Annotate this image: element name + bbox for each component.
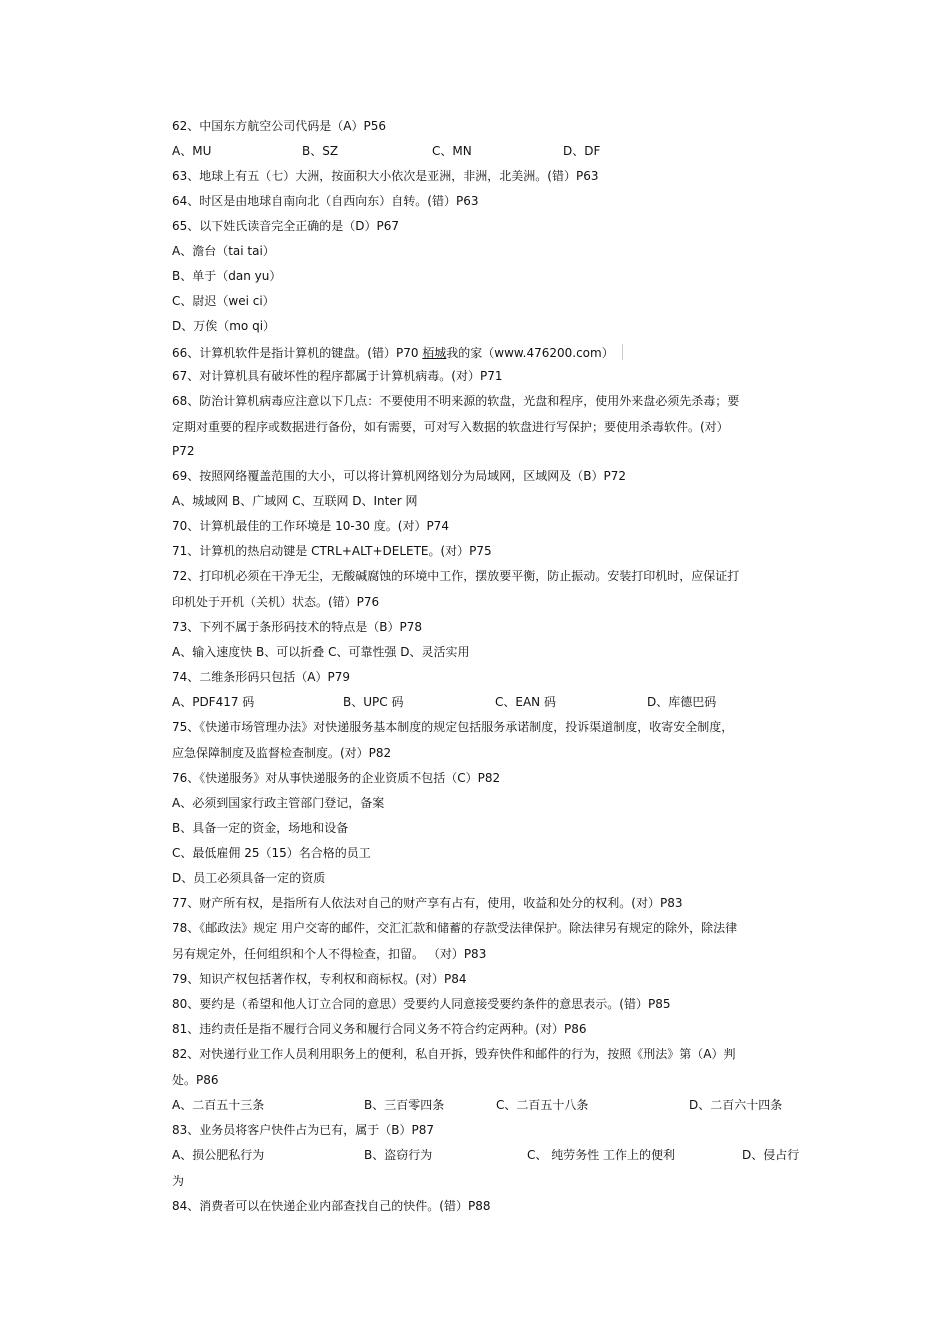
option-c: C、最低雇佣 25（15）名合格的员工 [172, 846, 371, 860]
option-d: D、DF [563, 144, 601, 158]
question-67: 67、对计算机具有破坏性的程序都属于计算机病毒。(对）P71 [172, 369, 503, 383]
option-b: B、盗窃行为 [364, 1148, 433, 1162]
option-d: D、库德巴码 [647, 695, 717, 709]
option-c: C、尉迟（wei ci） [172, 294, 275, 308]
question-78-line-2: 另有规定外，任何组织和个人不得检查，扣留。 （对）P83 [172, 947, 487, 961]
options-82 [172, 1098, 812, 1123]
option-a: A、PDF417 码 [172, 695, 255, 709]
question-62: 62、中国东方航空公司代码是（A）P56 [172, 119, 386, 133]
site-link[interactable]: 栢城 [422, 346, 447, 360]
question-76: 76、《快递服务》对从事快递服务的企业资质不包括（C）P82 [172, 771, 501, 785]
option-d-wrap: 为 [172, 1174, 185, 1188]
document-page [172, 119, 812, 1224]
question-78-line-1: 78、《邮政法》规定 用户交寄的邮件，交汇汇款和储蓄的存款受法律保护。除法律另有规定的除外，除法律 [172, 921, 738, 935]
question-70: 70、计算机最佳的工作环境是 10-30 度。(对）P74 [172, 519, 449, 533]
options-69: A、城域网 B、广域网 C、互联网 D、Inter 网 [172, 494, 418, 508]
question-83: 83、业务员将客户快件占为已有，属于（B）P87 [172, 1123, 435, 1137]
option-c: C、MN [432, 144, 472, 158]
options-74 [172, 695, 812, 720]
question-75-line-2: 应急保障制度及监督检查制度。(对）P82 [172, 746, 392, 760]
question-71: 71、计算机的热启动键是 CTRL+ALT+DELETE。(对）P75 [172, 544, 492, 558]
question-79: 79、知识产权包括著作权，专利权和商标权。(对）P84 [172, 972, 467, 986]
option-b: B、SZ [302, 144, 339, 158]
option-d: D、侵占行 [742, 1148, 800, 1162]
question-74: 74、二维条形码只包括（A）P79 [172, 670, 350, 684]
question-75-line-1: 75、《快递市场管理办法》对快递服务基本制度的规定包括服务承诺制度，投诉渠道制度，收寄安全制度， [172, 720, 734, 734]
question-68-line-1: 68、防治计算机病毒应注意以下几点：不要使用不明来源的软盘，光盘和程序，使用外来盘必须先杀毒；要 [172, 394, 740, 408]
option-c: C、 纯劳务性 工作上的便利 [527, 1148, 676, 1162]
option-b: B、单于（dan yu） [172, 269, 282, 283]
option-d: D、员工必须具备一定的资质 [172, 871, 326, 885]
site-text: 我的家（www.476200.com） [446, 346, 614, 360]
option-a: A、二百五十三条 [172, 1098, 265, 1112]
option-c: C、二百五十八条 [496, 1098, 589, 1112]
question-text: 66、计算机软件是指计算机的键盘。(错）P70 [172, 346, 423, 360]
question-68-line-2: 定期对重要的程序或数据进行备份，如有需要，可对写入数据的软盘进行写保护；要使用杀毒软件。(对） [172, 420, 729, 434]
option-a: A、必须到国家行政主管部门登记，备案 [172, 796, 385, 810]
text-cursor-mark [622, 344, 623, 360]
question-72-line-1: 72、打印机必须在干净无尘，无酸碱腐蚀的环境中工作，摆放要平衡，防止振动。安装打印机时，应保证打 [172, 569, 740, 583]
options-62 [172, 144, 812, 169]
option-b: B、三百零四条 [364, 1098, 445, 1112]
question-64: 64、时区是由地球自南向北（自西向东）自转。(错）P63 [172, 194, 479, 208]
question-65: 65、以下姓氏读音完全正确的是（D）P67 [172, 219, 400, 233]
question-81: 81、违约责任是指不履行合同义务和履行合同义务不符合约定两种。(对）P86 [172, 1022, 587, 1036]
option-b: B、UPC 码 [343, 695, 404, 709]
question-68-line-3: P72 [172, 444, 195, 458]
question-69: 69、按照网络覆盖范围的大小，可以将计算机网络划分为局域网，区域网及（B）P72 [172, 469, 627, 483]
question-72-line-2: 印机处于开机（关机）状态。(错）P76 [172, 595, 380, 609]
question-84: 84、消费者可以在快递企业内部查找自己的快件。(错）P88 [172, 1199, 491, 1213]
question-82-line-1: 82、对快递行业工作人员利用职务上的便利，私自开拆，毁弃快件和邮件的行为，按照《刑法》第（A）判 [172, 1047, 736, 1061]
option-a: A、澹台（tai tai） [172, 244, 275, 258]
question-80: 80、要约是（希望和他人订立合同的意思）受要约人同意接受要约条件的意思表示。(错）P85 [172, 997, 671, 1011]
option-a: A、MU [172, 144, 212, 158]
options-73: A、输入速度快 B、可以折叠 C、可靠性强 D、灵活实用 [172, 645, 470, 659]
option-d: D、二百六十四条 [689, 1098, 783, 1112]
question-82-line-2: 处。P86 [172, 1073, 219, 1087]
question-63: 63、地球上有五（七）大洲，按面积大小依次是亚洲，非洲，北美洲。(错）P63 [172, 169, 599, 183]
question-73: 73、下列不属于条形码技术的特点是（B）P78 [172, 620, 423, 634]
question-77: 77、财产所有权，是指所有人依法对自己的财产享有占有，使用，收益和处分的权利。(对）P83 [172, 896, 683, 910]
option-b: B、具备一定的资金，场地和设备 [172, 821, 349, 835]
option-d: D、万俟（mo qi） [172, 319, 276, 333]
option-a: A、损公肥私行为 [172, 1148, 265, 1162]
options-83 [172, 1148, 812, 1174]
option-c: C、EAN 码 [495, 695, 556, 709]
question-66 [172, 344, 812, 369]
